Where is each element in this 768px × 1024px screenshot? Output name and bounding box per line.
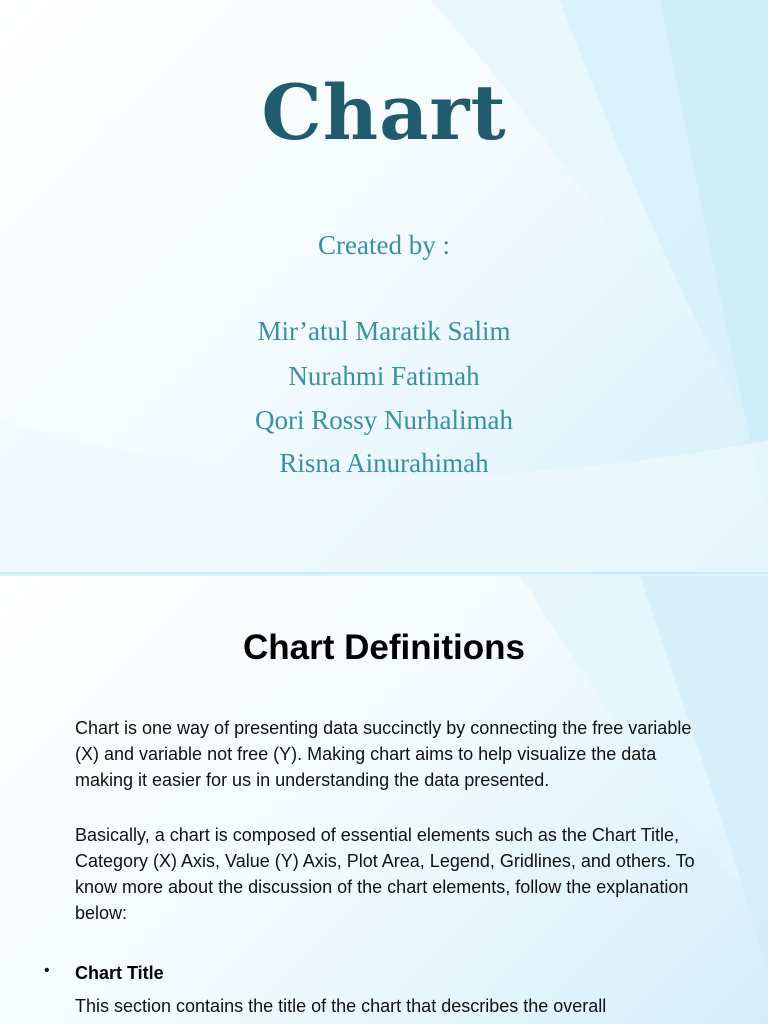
definitions-slide <box>0 576 768 1024</box>
bullet-description: This section contains the title of the chart that describes the overall <box>75 996 607 1016</box>
author-name: Qori Rossy Nurhalimah <box>255 405 513 435</box>
created-by-label: Created by : <box>318 230 450 260</box>
elements-paragraph: Basically, a chart is composed of essential elements such as the Chart Title, Category (X) Axis, Value (Y) Axis, Plot Area, Legend, Gridlines, and others. To know more about the discussion of the chart elements, follow the explanation below: <box>75 825 695 923</box>
author-name: Nurahmi Fatimah <box>288 361 480 391</box>
slide-title: Chart <box>261 68 507 157</box>
author-name: Risna Ainurahimah <box>279 448 489 478</box>
definition-paragraph: Chart is one way of presenting data succinctly by connecting the free variable (X) and variable not free (Y). Making chart aims to help visualize the data making it easier for us in understanding the data presented. <box>75 718 692 790</box>
bullet-marker: • <box>44 962 50 979</box>
slide-heading: Chart Definitions <box>243 628 525 667</box>
author-name: Mir’atul Maratik Salim <box>257 316 511 346</box>
bullet-heading: Chart Title <box>75 963 164 983</box>
